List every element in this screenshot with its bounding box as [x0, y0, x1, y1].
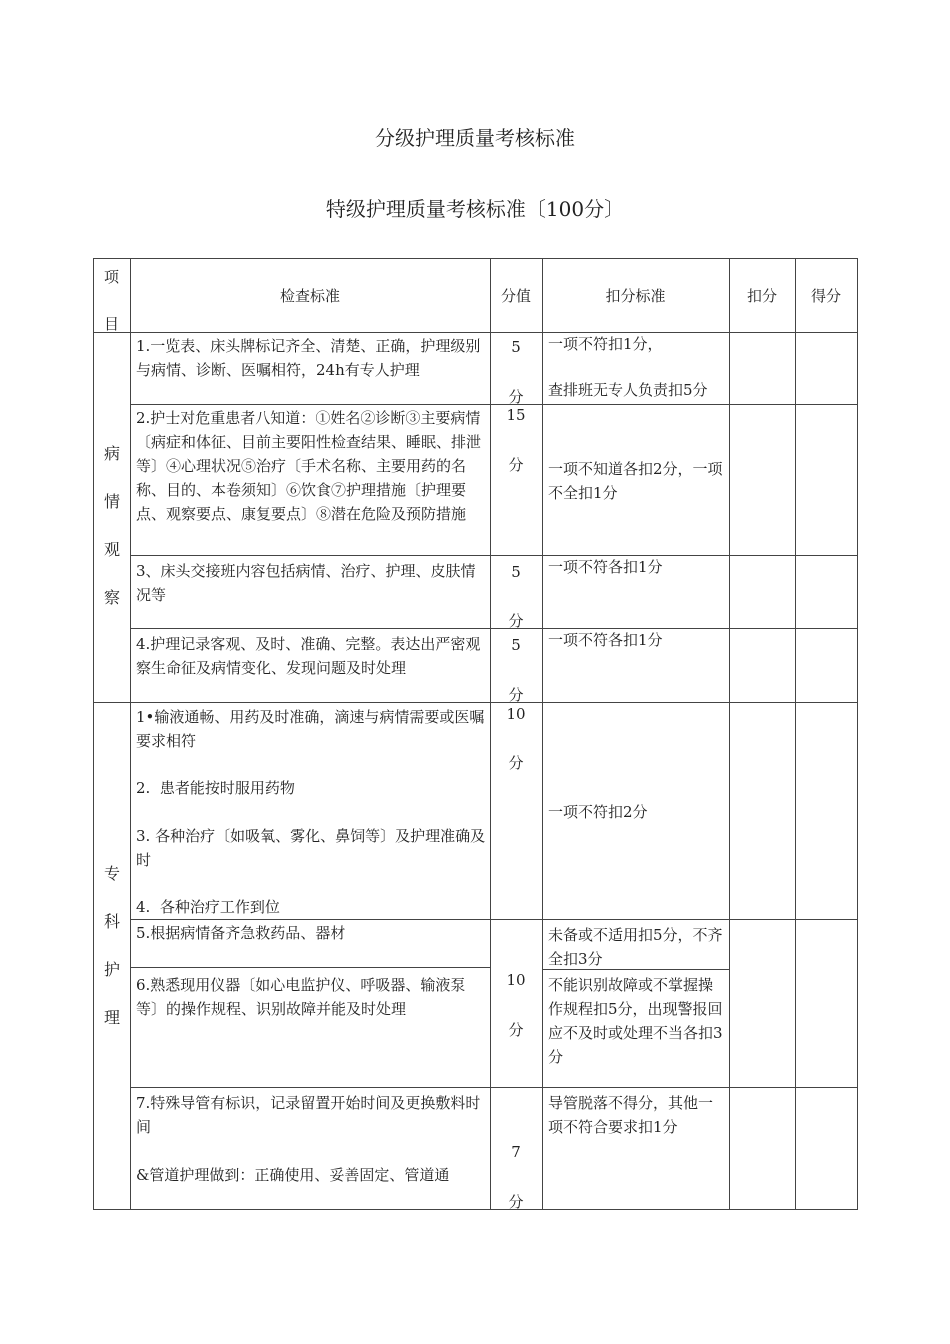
row-3-points: 5 — [511, 563, 521, 581]
row-5-standard-1: 1•输液通畅、用药及时准确，滴速与病情需要或医嘱要求相符 — [136, 708, 485, 750]
row-5-standard-3: 3. 各种治疗〔如吸氧、雾化、鼻饲等〕及护理准确及时 — [136, 827, 486, 869]
row-8-standard-2: &管道护理做到：正确使用、妥善固定、管道通 — [136, 1166, 450, 1184]
row-2-rule: 一项不知道各扣2分，一项不全扣1分 — [548, 460, 723, 502]
row-3-standard: 3、床头交接班内容包括病情、治疗、护理、皮肤情况等 — [136, 562, 476, 604]
row-7-rule: 不能识别故障或不掌握操作规程扣5分，出现警报回应不及时或处理不当各扣3分 — [548, 976, 723, 1066]
section-nursing-label: 专 科 护 理 — [103, 864, 120, 1027]
row-2-standard: 2.护士对危重患者八知道：①姓名②诊断③主要病情〔病症和体征、目前主要阳性检查结果、睡眠、排泄等〕④心理状况⑤治疗〔手术名称、主要用药的名称、目的、本卷须知〕⑥饮食⑦护理措施〔护理要点、观察要点、康复要点〕⑧潜在危险及预防措施 — [136, 409, 482, 523]
row-5-points-unit: 分 — [508, 754, 524, 772]
row-6-rule: 未备或不适用扣5分，不齐全扣3分 — [548, 926, 723, 968]
row-7-points: 10 — [506, 971, 526, 989]
row-5-rule: 一项不符扣2分 — [548, 803, 648, 821]
row-3-rule: 一项不符各扣1分 — [548, 558, 663, 576]
row-1-standard: 1.一览表、床头牌标记齐全、清楚、正确，护理级别与病情、诊断、医嘱相符，24h有专人护理 — [136, 337, 481, 379]
row-1-rule-b: 查排班无专人负责扣5分 — [548, 381, 708, 399]
row-7-standard: 6.熟悉现用仪器〔如心电监护仪、呼吸器、输液泵等〕的操作规程、识别故障并能及时处理 — [136, 976, 466, 1018]
row-4-points: 5 — [511, 636, 521, 654]
row-2-points: 15 — [506, 406, 526, 424]
header-points: 分值 — [500, 287, 531, 305]
header-standard: 检查标准 — [279, 287, 340, 305]
row-5-points: 10 — [506, 705, 526, 723]
header-item-top: 项 — [103, 268, 119, 286]
header-deducted: 扣分 — [746, 287, 777, 305]
row-1-points: 5 — [511, 338, 521, 356]
row-7-points-unit: 分 — [508, 1021, 524, 1039]
document-subtitle: 特级护理质量考核标准〔100分〕 — [325, 197, 625, 221]
section-observation-label: 病 情 观 察 — [103, 444, 120, 607]
row-8-points: 7 — [511, 1143, 521, 1161]
row-8-standard-1: 7.特殊导管有标识，记录留置开始时间及更换敷料时间 — [136, 1094, 481, 1136]
row-4-standard: 4.护理记录客观、及时、准确、完整。表达出严密观察生命征及病情变化、发现问题及时处理 — [136, 635, 481, 677]
row-4-rule: 一项不符各扣1分 — [548, 631, 663, 649]
row-6-standard: 5.根据病情备齐急救药品、器材 — [136, 924, 346, 942]
header-deduction-rule: 扣分标准 — [605, 287, 666, 305]
row-8-rule: 导管脱落不得分，其他一项不符合要求扣1分 — [548, 1094, 714, 1136]
header-item-bottom: 目 — [103, 315, 119, 333]
row-8-points-unit: 分 — [508, 1193, 524, 1211]
row-1-points-unit: 分 — [508, 388, 524, 406]
row-5-standard-2: 2. 患者能按时服用药物 — [136, 779, 295, 797]
document-title: 分级护理质量考核标准 — [375, 126, 575, 150]
row-5-standard-4: 4. 各种治疗工作到位 — [136, 898, 280, 916]
header-score: 得分 — [810, 287, 841, 305]
row-2-points-unit: 分 — [508, 456, 524, 474]
row-4-points-unit: 分 — [508, 686, 524, 704]
row-1-rule-a: 一项不符扣1分， — [548, 335, 663, 353]
row-3-points-unit: 分 — [508, 612, 524, 630]
